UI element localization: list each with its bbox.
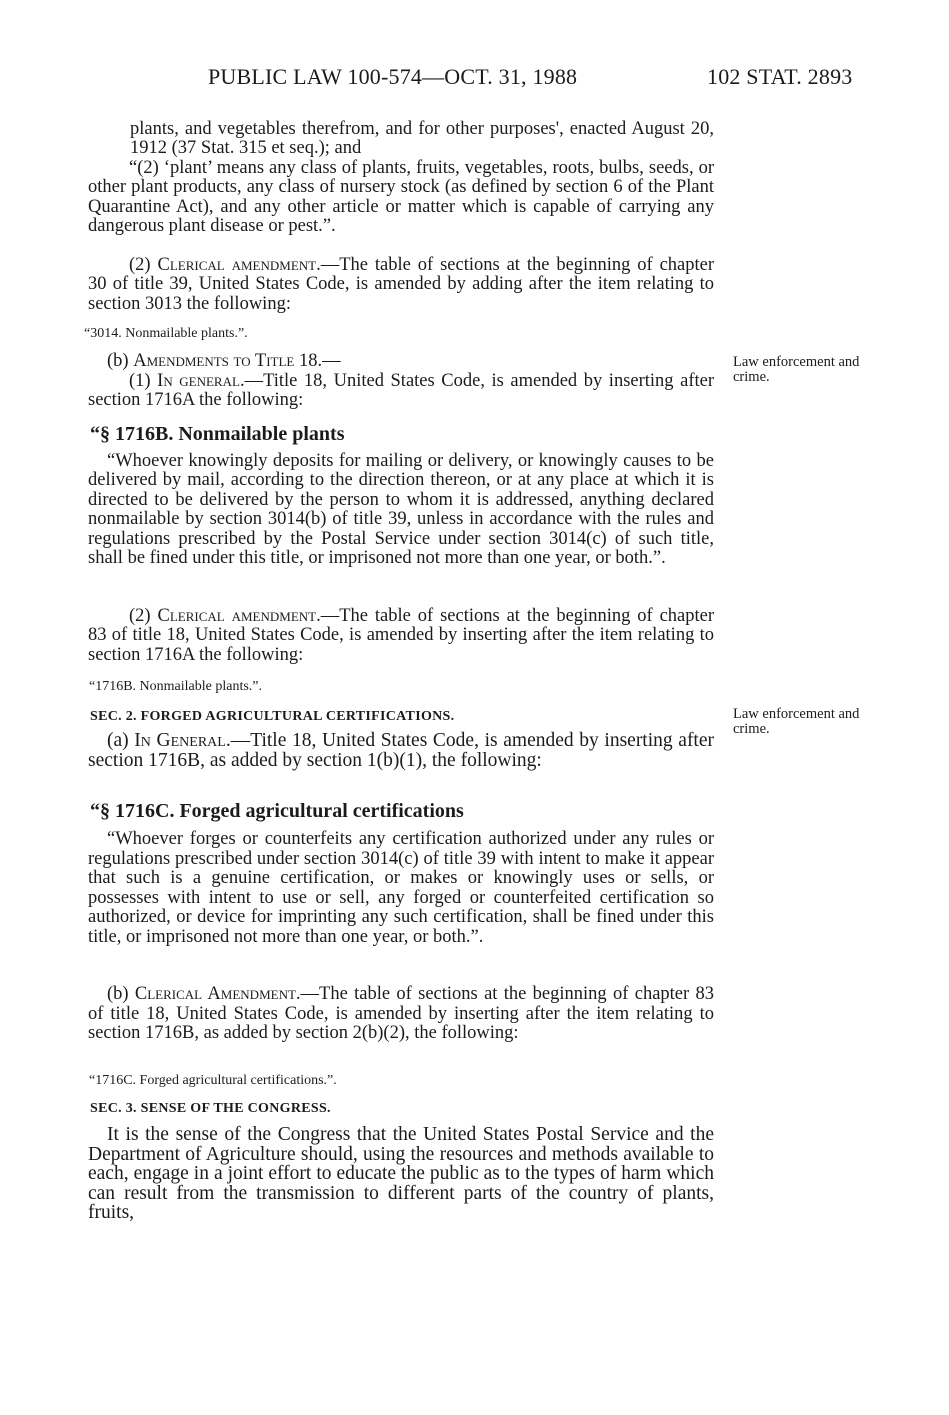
paragraph-continuation: plants, and vegetables therefrom, and for other purposes', enacted August 20, 1912 (37 Stat. 315 et seq.); and: [130, 119, 714, 159]
margin-note-law-enforcement-1: Law enforcement and crime.: [733, 354, 860, 385]
para-body: .—The table of sections at the beginning of chapter 83 of title 18, United States Code, is amended by inserting after the item relating to section 1716B, as added by section 2(b)(2), the following:: [88, 984, 714, 1043]
para-number: (a): [107, 730, 129, 751]
table-item-1716b: “1716B. Nonmailable plants.”.: [89, 679, 263, 694]
section-heading-1716b: “§ 1716B. Nonmailable plants: [90, 423, 345, 445]
paragraph-1716c: “Whoever forges or counterfeits any certification authorized under any rules or regulations prescribed under section 3014(c) of title 39 with intent to make it appear that such is a genuine certification, or makes or knowingly uses or sells, or possesses with intent to use or sell, any forged or counterfeited certification so authorized, or device for imprinting any such certification, shall be fined under this title, or imprisoned not more than one year, or both.”.: [88, 829, 714, 947]
section-2-heading: SEC. 2. FORGED AGRICULTURAL CERTIFICATIONS.: [90, 709, 455, 724]
table-item-3014: “3014. Nonmailable plants.”.: [84, 326, 248, 341]
page-stat-number: 102 STAT. 2893: [707, 64, 853, 89]
para-lead: In general: [157, 371, 240, 391]
section-heading-1716c: “§ 1716C. Forged agricultural certifications: [90, 800, 464, 822]
paragraph-section-2b: [88, 985, 714, 1044]
para-body: .—Title 18, United States Code, is amended by inserting after section 1716A the following:: [88, 371, 714, 411]
running-header-title: PUBLIC LAW 100-574—OCT. 31, 1988: [208, 64, 578, 89]
para-body: .—Title 18, United States Code, is amended by inserting after section 1716B, as added by section 1(b)(1), the following:: [88, 730, 715, 771]
para-number: (2): [129, 606, 151, 626]
margin-note-law-enforcement-2: Law enforcement and crime.: [733, 706, 860, 737]
para-lead: Clerical amendment: [157, 255, 317, 275]
para-body: .—The table of sections at the beginning of chapter 83 of title 18, United States Code, is amended by inserting after the item relating to section 1716A the following:: [88, 606, 714, 665]
paragraph-b2: [88, 607, 714, 665]
subsection-b-heading: [107, 352, 714, 371]
para-lead: Clerical Amendment: [134, 984, 296, 1004]
para-number: (2): [129, 255, 151, 275]
para-lead: Amendments to Title 18: [133, 351, 318, 371]
paragraph-1716b: “Whoever knowingly deposits for mailing or delivery, or knowingly causes to be delivered by mail, according to the direction thereon, or at any place at which it is directed to be delivered by the person to whom it is addressed, anything declared nonmailable by section 3014(b) of title 39, unless in accordance with the rules and regulations prescribed by the Postal Service under section 3014(c) of such title, shall be fined under this title, or imprisoned not more than one year, or both.”.: [88, 451, 714, 569]
paragraph-clerical-amendment-1: [88, 256, 714, 314]
para-number: (b): [107, 984, 129, 1004]
para-lead: In General: [134, 730, 226, 751]
para-tail: .—: [317, 351, 341, 371]
para-number: (b): [107, 351, 129, 371]
paragraph-b1: [88, 372, 714, 411]
paragraph-definition-plant: “(2) ‘plant’ means any class of plants, fruits, vegetables, roots, bulbs, seeds, or other plant products, any class of nursery stock (as defined by section 6 of the Plant Quarantine Act), and any other article or matter which is capable of carrying any dangerous plant disease or pest.”.: [88, 158, 714, 237]
paragraph-section-2a: [88, 731, 714, 770]
section-3-heading: SEC. 3. SENSE OF THE CONGRESS.: [90, 1101, 331, 1116]
para-lead: Clerical amendment: [157, 606, 317, 626]
paragraph-sense-of-congress: It is the sense of the Congress that the United States Postal Service and the Department of Agriculture should, using the resources and methods available to each, engage in a joint effort to educate the public as to the types of harm which can result from the transmission to different parts of the country of plants, fruits,: [88, 1124, 714, 1224]
para-number: (1): [129, 371, 151, 391]
table-item-1716c: “1716C. Forged agricultural certifications.”.: [89, 1073, 337, 1088]
para-body: .—The table of sections at the beginning of chapter 30 of title 39, United States Code, is amended by adding after the item relating to section 3013 the following:: [88, 255, 714, 314]
